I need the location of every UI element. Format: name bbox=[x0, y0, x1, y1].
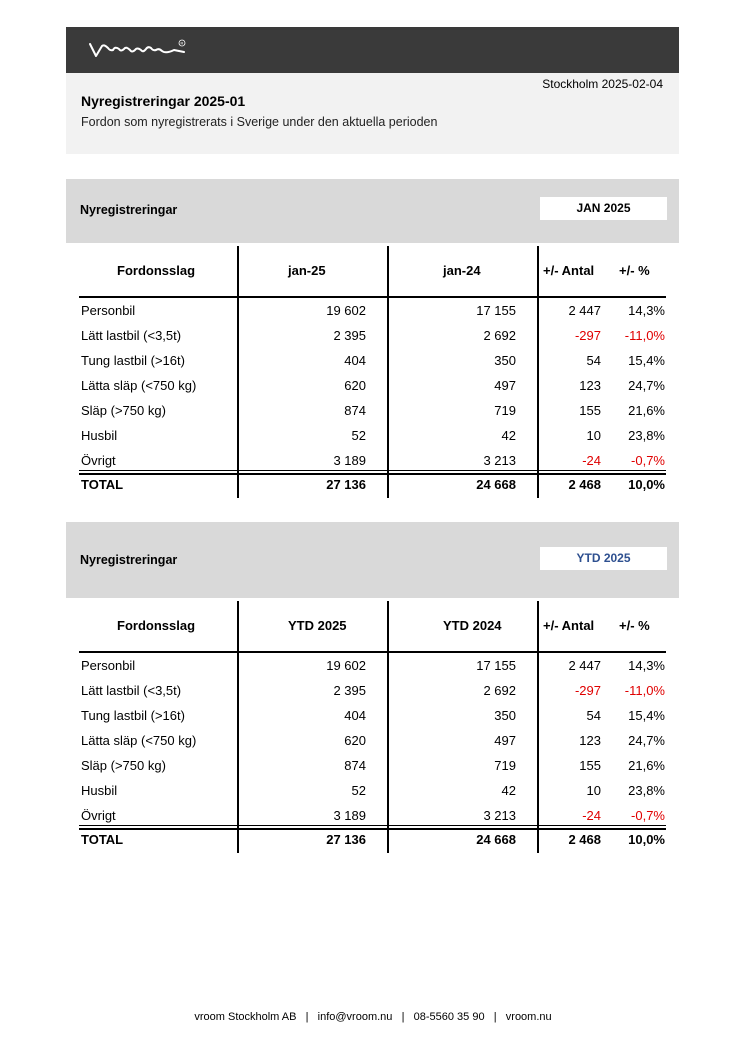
total-row bbox=[79, 477, 669, 501]
vehicle-type-cell: Tung lastbil (>16t) bbox=[81, 708, 185, 723]
value-cell: 3 189 bbox=[333, 808, 366, 823]
value-cell: -24 bbox=[582, 453, 601, 468]
vehicle-type-cell: Släp (>750 kg) bbox=[81, 758, 166, 773]
vehicle-type-cell: Övrigt bbox=[81, 453, 116, 468]
table-row bbox=[79, 353, 669, 377]
value-cell: 14,3% bbox=[628, 303, 665, 318]
value-cell: 3 189 bbox=[333, 453, 366, 468]
total-value: 24 668 bbox=[476, 477, 516, 492]
total-value: 27 136 bbox=[326, 832, 366, 847]
vehicle-type-cell: Lätta släp (<750 kg) bbox=[81, 378, 197, 393]
column-header: Fordonsslag bbox=[117, 263, 196, 278]
value-cell: 2 395 bbox=[333, 328, 366, 343]
value-cell: 17 155 bbox=[476, 658, 516, 673]
table-row bbox=[79, 658, 669, 682]
value-cell: 10 bbox=[586, 783, 601, 798]
value-cell: 2 692 bbox=[483, 683, 516, 698]
column-header: +/- % bbox=[619, 263, 650, 278]
value-cell: 24,7% bbox=[628, 733, 665, 748]
vehicle-type-cell: Övrigt bbox=[81, 808, 116, 823]
value-cell: 14,3% bbox=[628, 658, 665, 673]
table-row bbox=[79, 328, 669, 352]
period-badge: YTD 2025 bbox=[540, 547, 667, 570]
period-badge: JAN 2025 bbox=[540, 197, 667, 220]
registrations-table-month bbox=[79, 246, 669, 498]
value-cell: 497 bbox=[494, 733, 516, 748]
section-band-month bbox=[66, 179, 679, 243]
value-cell: 15,4% bbox=[628, 708, 665, 723]
value-cell: 155 bbox=[579, 758, 601, 773]
report-date: Stockholm 2025-02-04 bbox=[542, 77, 663, 91]
vehicle-type-cell: Personbil bbox=[81, 303, 136, 318]
value-cell: 21,6% bbox=[628, 403, 665, 418]
footer-separator: | bbox=[401, 1011, 405, 1023]
vehicle-type-cell: Personbil bbox=[81, 658, 136, 673]
value-cell: 123 bbox=[579, 378, 601, 393]
value-cell: -11,0% bbox=[624, 328, 665, 343]
value-cell: 2 447 bbox=[568, 303, 601, 318]
total-rule bbox=[79, 473, 666, 475]
value-cell: 42 bbox=[501, 428, 516, 443]
section-band-ytd bbox=[66, 522, 679, 598]
footer-separator: | bbox=[305, 1011, 309, 1023]
column-header: YTD 2025 bbox=[288, 618, 347, 633]
value-cell: 620 bbox=[344, 378, 366, 393]
total-value: 2 468 bbox=[568, 832, 601, 847]
vehicle-type-cell: Lätt lastbil (<3,5t) bbox=[81, 328, 182, 343]
value-cell: 123 bbox=[579, 733, 601, 748]
value-cell: 874 bbox=[344, 403, 366, 418]
value-cell: 54 bbox=[586, 353, 601, 368]
value-cell: -24 bbox=[582, 808, 601, 823]
value-cell: 2 447 bbox=[568, 658, 601, 673]
vroom-logo bbox=[88, 38, 198, 62]
svg-text:R: R bbox=[180, 40, 184, 46]
page-subtitle: Fordon som nyregistrerats i Sverige under den aktuella perioden bbox=[81, 115, 438, 129]
header-bar bbox=[66, 27, 679, 73]
value-cell: 620 bbox=[344, 733, 366, 748]
value-cell: 404 bbox=[344, 708, 366, 723]
header-rule bbox=[79, 296, 666, 298]
table-row bbox=[79, 403, 669, 427]
value-cell: 2 395 bbox=[333, 683, 366, 698]
document-info bbox=[66, 73, 679, 154]
total-row bbox=[79, 832, 669, 856]
total-rule bbox=[79, 828, 666, 830]
footer-email[interactable]: info@vroom.nu bbox=[317, 1011, 393, 1023]
value-cell: 3 213 bbox=[483, 808, 516, 823]
column-header: YTD 2024 bbox=[443, 618, 502, 633]
value-cell: 23,8% bbox=[628, 428, 665, 443]
total-rule bbox=[79, 470, 666, 471]
section-title: Nyregistreringar bbox=[80, 553, 178, 567]
value-cell: 874 bbox=[344, 758, 366, 773]
section-title: Nyregistreringar bbox=[80, 203, 178, 217]
page-title: Nyregistreringar 2025-01 bbox=[81, 93, 246, 109]
total-value: 24 668 bbox=[476, 832, 516, 847]
value-cell: 24,7% bbox=[628, 378, 665, 393]
total-value: 2 468 bbox=[568, 477, 601, 492]
value-cell: 155 bbox=[579, 403, 601, 418]
vehicle-type-cell: Tung lastbil (>16t) bbox=[81, 353, 185, 368]
value-cell: 52 bbox=[351, 428, 366, 443]
column-header: +/- Antal bbox=[543, 618, 595, 633]
value-cell: -297 bbox=[574, 683, 601, 698]
value-cell: 17 155 bbox=[476, 303, 516, 318]
total-value: 27 136 bbox=[326, 477, 366, 492]
value-cell: -0,7% bbox=[631, 808, 665, 823]
table-row bbox=[79, 758, 669, 782]
value-cell: -297 bbox=[574, 328, 601, 343]
footer-web[interactable]: vroom.nu bbox=[505, 1011, 552, 1023]
total-rule bbox=[79, 825, 666, 826]
value-cell: 719 bbox=[494, 403, 516, 418]
value-cell: 3 213 bbox=[483, 453, 516, 468]
table-row bbox=[79, 428, 669, 452]
value-cell: 497 bbox=[494, 378, 516, 393]
total-label: TOTAL bbox=[81, 477, 124, 492]
vehicle-type-cell: Husbil bbox=[81, 428, 118, 443]
value-cell: -0,7% bbox=[631, 453, 665, 468]
footer bbox=[0, 1011, 746, 1023]
value-cell: 19 602 bbox=[326, 658, 366, 673]
table-row bbox=[79, 708, 669, 732]
column-header: jan-25 bbox=[288, 263, 326, 278]
table-row bbox=[79, 303, 669, 327]
table-row bbox=[79, 783, 669, 807]
vehicle-type-cell: Lätta släp (<750 kg) bbox=[81, 733, 197, 748]
footer-phone: 08-5560 35 90 bbox=[413, 1011, 485, 1023]
value-cell: 52 bbox=[351, 783, 366, 798]
value-cell: 350 bbox=[494, 708, 516, 723]
header-rule bbox=[79, 651, 666, 653]
footer-separator: | bbox=[493, 1011, 497, 1023]
column-header: jan-24 bbox=[443, 263, 481, 278]
table-row bbox=[79, 683, 669, 707]
value-cell: 19 602 bbox=[326, 303, 366, 318]
value-cell: 719 bbox=[494, 758, 516, 773]
value-cell: 404 bbox=[344, 353, 366, 368]
value-cell: 54 bbox=[586, 708, 601, 723]
value-cell: 15,4% bbox=[628, 353, 665, 368]
registrations-table-ytd bbox=[79, 601, 669, 853]
table-row bbox=[79, 733, 669, 757]
value-cell: 10 bbox=[586, 428, 601, 443]
vehicle-type-cell: Husbil bbox=[81, 783, 118, 798]
value-cell: 21,6% bbox=[628, 758, 665, 773]
value-cell: 42 bbox=[501, 783, 516, 798]
footer-company: vroom Stockholm AB bbox=[194, 1011, 297, 1023]
total-value: 10,0% bbox=[628, 477, 665, 492]
value-cell: 23,8% bbox=[628, 783, 665, 798]
column-header: +/- Antal bbox=[543, 263, 595, 278]
vehicle-type-cell: Lätt lastbil (<3,5t) bbox=[81, 683, 182, 698]
table-row bbox=[79, 378, 669, 402]
value-cell: 2 692 bbox=[483, 328, 516, 343]
value-cell: -11,0% bbox=[624, 683, 665, 698]
total-label: TOTAL bbox=[81, 832, 124, 847]
vehicle-type-cell: Släp (>750 kg) bbox=[81, 403, 166, 418]
value-cell: 350 bbox=[494, 353, 516, 368]
column-header: Fordonsslag bbox=[117, 618, 196, 633]
total-value: 10,0% bbox=[628, 832, 665, 847]
column-header: +/- % bbox=[619, 618, 650, 633]
